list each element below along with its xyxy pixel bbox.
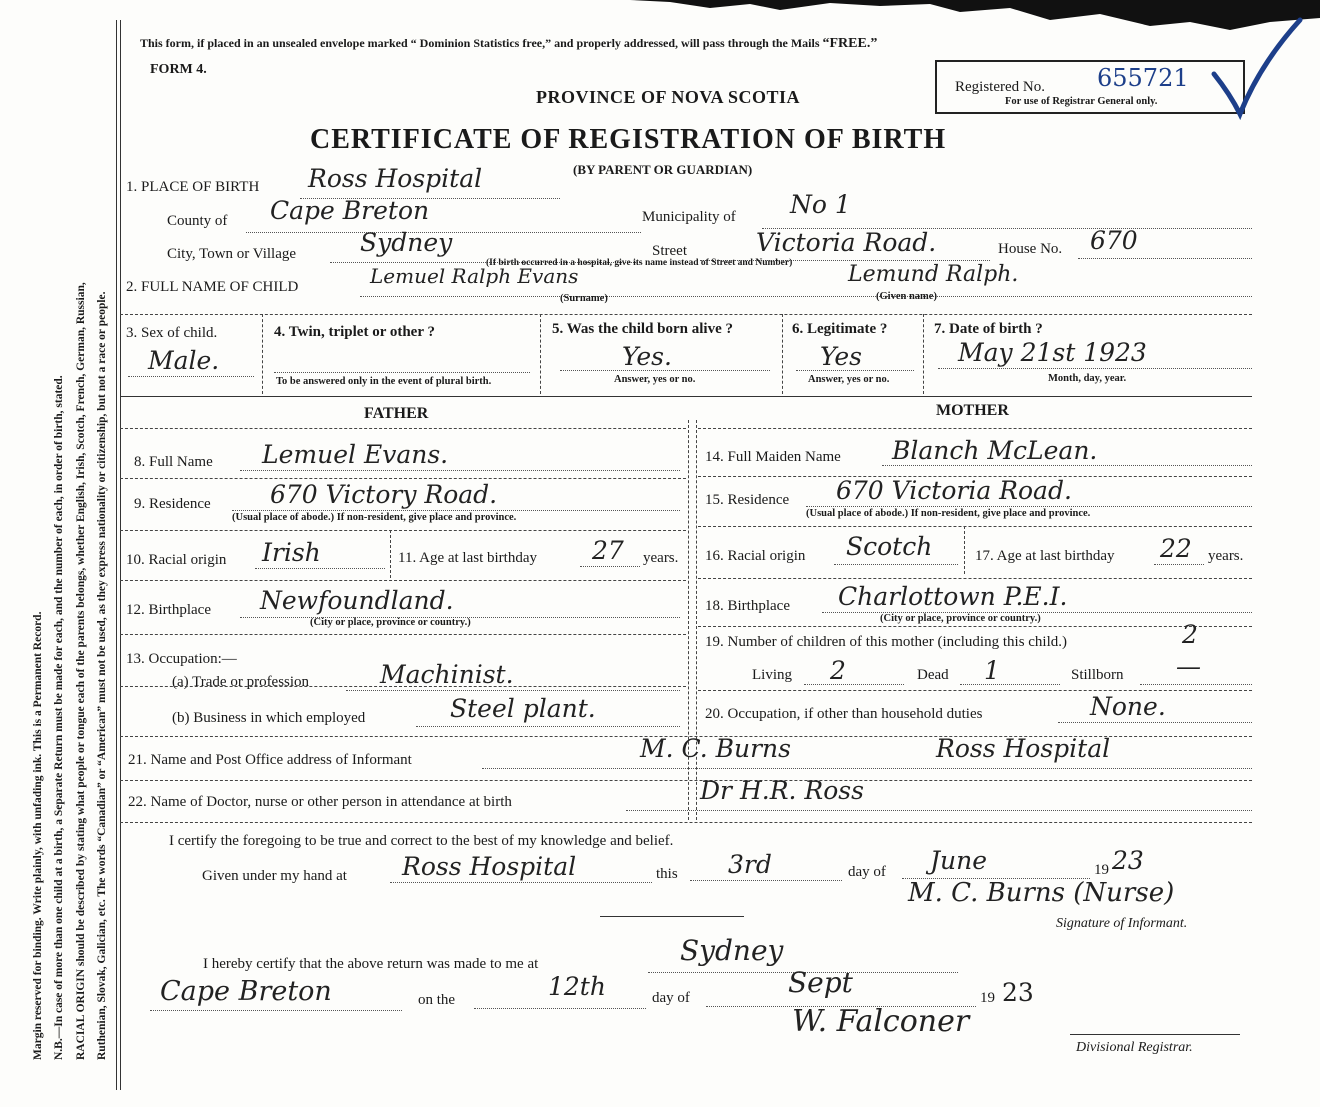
informant-label: 21. Name and Post Office address of Informant [128, 752, 412, 768]
business-value: Steel plant. [450, 694, 596, 723]
registrar-year-value: 23 [1002, 978, 1034, 1007]
margin-instructions-4: Ruthenian, Slovak, Galician, etc. The words “Canadian” or “American” must not be used, as they express nationality or citizenship, but not a race or people. [96, 291, 108, 1060]
child-surname-value: Lemuel Ralph Evans [370, 264, 579, 288]
mother-heading: MOTHER [936, 402, 1009, 419]
city-label: City, Town or Village [167, 246, 297, 262]
father-birthplace-caption: (City or place, province or country.) [310, 617, 471, 628]
father-age-label: 11. Age at last birthday [398, 550, 537, 566]
stillborn-value: — [1176, 652, 1201, 681]
mother-name-value: Blanch McLean. [892, 436, 1098, 465]
sex-value: Male. [148, 346, 220, 375]
surname-caption: (Surname) [560, 293, 608, 304]
father-name-label: 8. Full Name [134, 454, 213, 470]
binding-margin [0, 0, 116, 1107]
father-age-value: 27 [592, 536, 624, 565]
father-age-unit: years. [643, 550, 679, 566]
twin-label: 4. Twin, triplet or other ? [274, 324, 435, 340]
mail-notice: This form, if placed in an unsealed envelope marked “ Dominion Statistics free,” and properly addressed, will pass through the Mails “FREE.” [140, 36, 878, 51]
hospital-note: (If birth occurred in a hospital, give its name instead of Street and Number) [486, 258, 793, 268]
registrar-year-prefix: 19 [980, 990, 995, 1006]
occupation-label: 13. Occupation:— [126, 651, 237, 667]
mother-residence-label: 15. Residence [705, 492, 790, 508]
dob-caption: Month, day, year. [1048, 373, 1127, 384]
place-of-birth-value: Ross Hospital [308, 164, 483, 193]
sex-label: 3. Sex of child. [126, 325, 218, 341]
father-heading: FATHER [364, 405, 429, 422]
mother-birthplace-label: 18. Birthplace [705, 598, 790, 614]
living-label: Living [752, 667, 792, 683]
father-residence-caption: (Usual place of abode.) If non-resident, give place and province. [232, 512, 517, 523]
twin-note: To be answered only in the event of plural birth. [276, 376, 492, 387]
registered-number-box [935, 60, 1245, 114]
city-value: Sydney [360, 228, 453, 257]
given-year-value: 23 [1112, 846, 1144, 875]
given-caption: (Given name) [876, 291, 937, 302]
living-value: 2 [830, 656, 846, 685]
father-residence-value: 670 Victory Road. [270, 480, 498, 509]
father-racial-label: 10. Racial origin [126, 552, 227, 568]
dead-label: Dead [917, 667, 949, 683]
registrar-county-value: Cape Breton [160, 976, 332, 1007]
checkmark-icon [1210, 14, 1305, 124]
legitimate-label: 6. Legitimate ? [792, 321, 888, 337]
form-number: FORM 4. [150, 62, 207, 77]
given-place-value: Ross Hospital [402, 852, 577, 881]
municipality-label: Municipality of [642, 209, 736, 225]
doctor-value: Dr H.R. Ross [700, 776, 864, 805]
father-name-value: Lemuel Evans. [262, 440, 449, 469]
municipality-value: No 1 [790, 190, 851, 219]
registrar-month-value: Sept [788, 966, 853, 999]
alive-caption: Answer, yes or no. [614, 374, 696, 385]
street-value: Victoria Road. [756, 228, 937, 257]
informant-signature-caption: Signature of Informant. [1056, 916, 1188, 931]
county-value: Cape Breton [270, 196, 430, 225]
registrar-note: For use of Registrar General only. [1005, 96, 1158, 107]
alive-value: Yes. [622, 342, 672, 371]
registrar-signature: W. Falconer [792, 1004, 970, 1039]
alive-label: 5. Was the child born alive ? [552, 321, 733, 337]
given-month-value: June [930, 846, 988, 875]
registrar-dayof-label: day of [652, 990, 690, 1006]
stillborn-label: Stillborn [1071, 667, 1124, 683]
child-name-label: 2. FULL NAME OF CHILD [126, 279, 299, 295]
county-label: County of [167, 213, 228, 229]
registrar-place-value: Sydney [680, 934, 784, 967]
mother-birthplace-caption: (City or place, province or country.) [880, 613, 1041, 624]
street-label: Street [652, 243, 687, 259]
registrar-on-label: on the [418, 992, 456, 1008]
registrar-statement: I hereby certify that the above return was made to me at [203, 956, 539, 972]
informant-address-value: Ross Hospital [936, 734, 1111, 763]
dob-value: May 21st 1923 [958, 338, 1147, 367]
mother-occupation-value: None. [1090, 692, 1166, 721]
mother-racial-label: 16. Racial origin [705, 548, 806, 564]
margin-instructions-3: RACIAL ORIGIN should be described by stating what people or tongue each of the parents belongs, whether English, Irish, Scotch, French, German, Russian, [75, 282, 87, 1060]
father-birthplace-value: Newfoundland. [260, 586, 454, 615]
dob-label: 7. Date of birth ? [934, 321, 1043, 337]
father-racial-value: Irish [262, 538, 321, 567]
registrar-caption: Divisional Registrar. [1076, 1040, 1193, 1055]
house-value: 670 [1090, 226, 1138, 255]
place-of-birth-label: 1. PLACE OF BIRTH [126, 179, 260, 195]
mother-name-label: 14. Full Maiden Name [705, 449, 841, 465]
mother-occupation-label: 20. Occupation, if other than household duties [705, 706, 983, 722]
province-heading: PROVINCE OF NOVA SCOTIA [536, 87, 801, 107]
mother-age-unit: years. [1208, 548, 1244, 564]
trade-label: (a) Trade or profession [172, 674, 310, 690]
margin-instructions-1: Margin reserved for binding. Write plainly, with unfading ink. This is a Permanent Record. [32, 611, 44, 1060]
page-title: CERTIFICATE OF REGISTRATION OF BIRTH [310, 124, 947, 155]
house-label: House No. [998, 241, 1063, 257]
mother-birthplace-value: Charlottown P.E.I. [838, 582, 1068, 611]
legitimate-caption: Answer, yes or no. [808, 374, 890, 385]
father-residence-label: 9. Residence [134, 496, 211, 512]
doctor-label: 22. Name of Doctor, nurse or other person in attendance at birth [128, 794, 512, 810]
children-count-value: 2 [1182, 620, 1198, 649]
certify-statement: I certify the foregoing to be true and correct to the best of my knowledge and belief. [169, 833, 674, 849]
trade-value: Machinist. [380, 660, 514, 689]
given-day-value: 3rd [728, 850, 772, 879]
mother-residence-caption: (Usual place of abode.) If non-resident, give place and province. [806, 508, 1091, 519]
registered-label: Registered No. [955, 79, 1045, 95]
registrar-day-value: 12th [548, 972, 606, 1001]
father-birthplace-label: 12. Birthplace [126, 602, 211, 618]
this-label: this [656, 866, 678, 882]
margin-rule-inner [120, 20, 121, 1090]
mother-age-value: 22 [1160, 534, 1192, 563]
child-given-value: Lemund Ralph. [848, 262, 1019, 287]
registered-number: 655721 [1097, 64, 1189, 92]
business-label: (b) Business in which employed [172, 710, 366, 726]
margin-instructions-2: N.B.—In case of more than one child at a birth, a Separate Return must be made for each, and the number of each, in order of birth, stated. [53, 375, 65, 1060]
mother-age-label: 17. Age at last birthday [975, 548, 1115, 564]
informant-name-value: M. C. Burns [640, 734, 791, 763]
given-under-label: Given under my hand at [202, 868, 347, 884]
given-dayof-label: day of [848, 864, 886, 880]
mother-residence-value: 670 Victoria Road. [836, 476, 1072, 505]
given-year-prefix: 19 [1094, 862, 1109, 878]
page-subtitle: (BY PARENT OR GUARDIAN) [573, 162, 753, 177]
informant-signature: M. C. Burns (Nurse) [908, 878, 1175, 908]
mother-racial-value: Scotch [846, 532, 933, 561]
margin-rule [116, 20, 117, 1090]
legitimate-value: Yes [820, 342, 862, 371]
dead-value: 1 [984, 656, 1000, 685]
children-count-label: 19. Number of children of this mother (including this child.) [705, 634, 1068, 650]
